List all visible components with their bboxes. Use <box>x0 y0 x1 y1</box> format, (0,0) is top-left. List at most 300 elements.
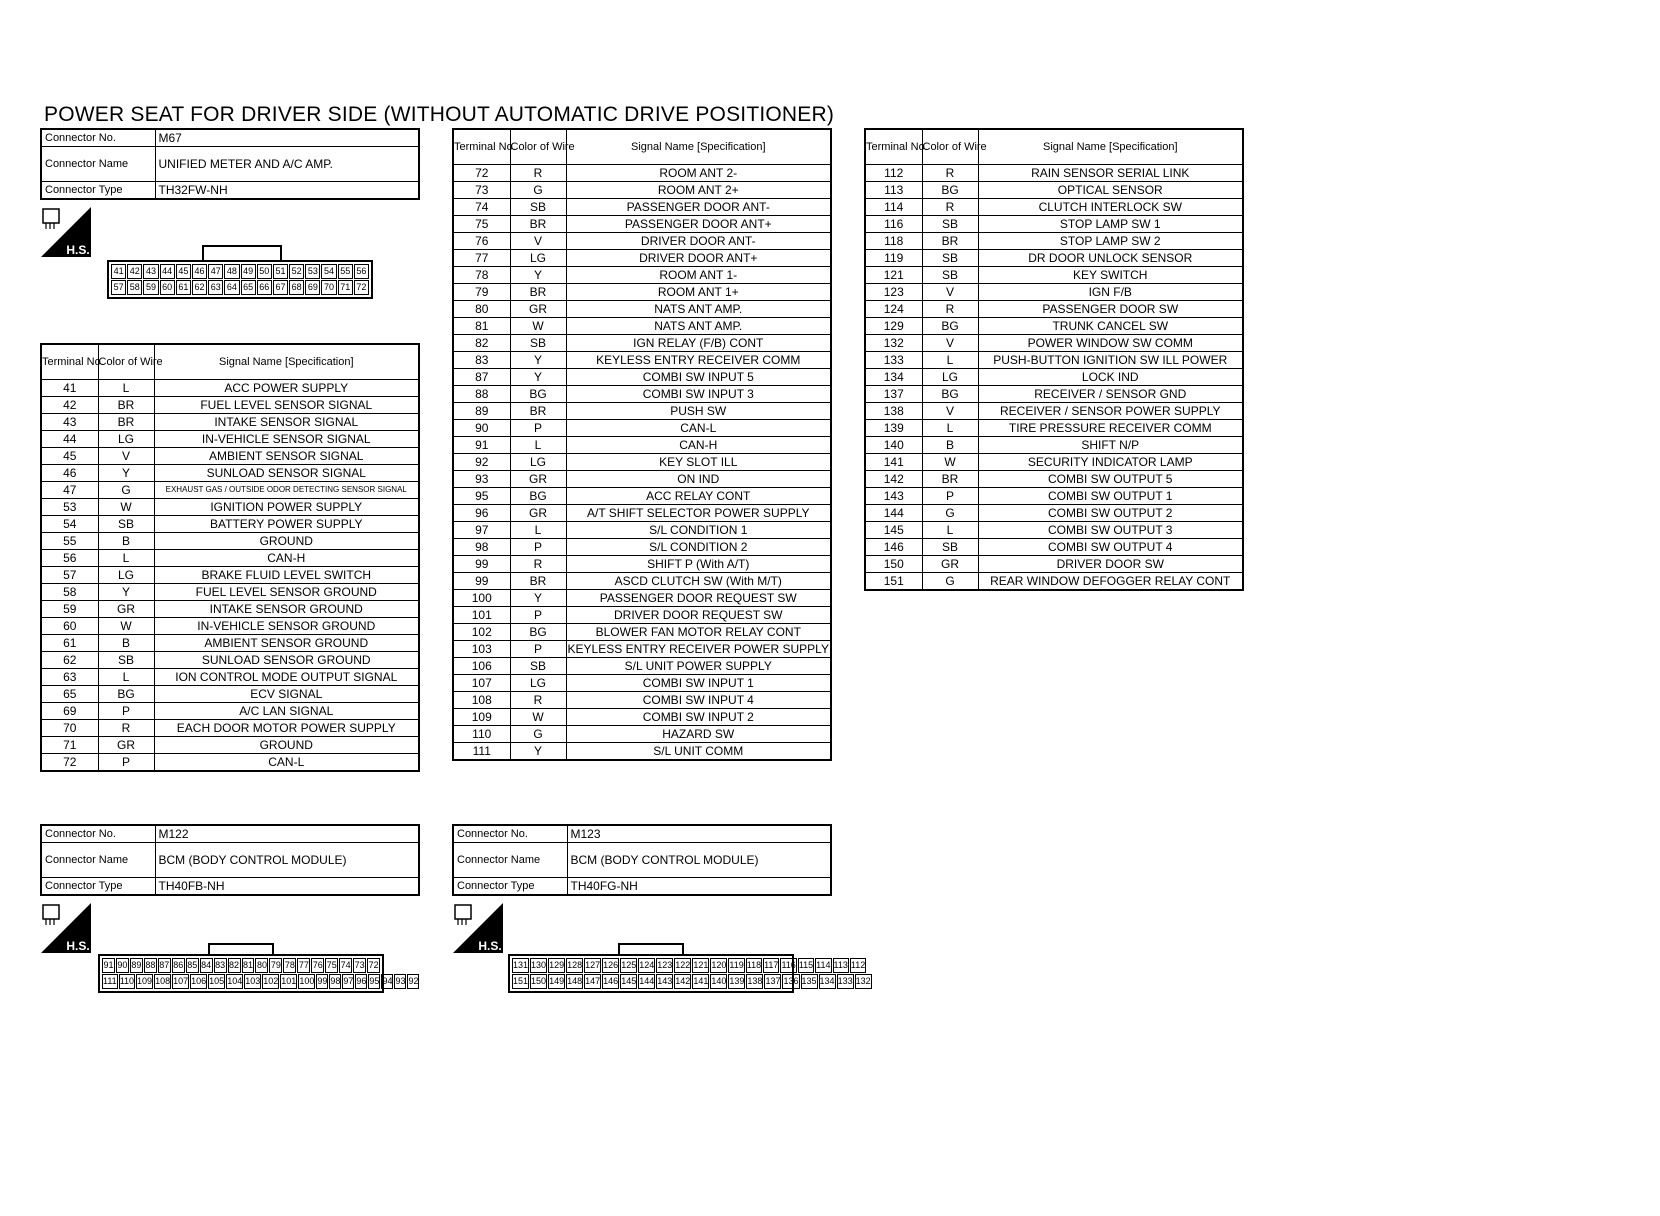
signal-name-cell: PUSH-BUTTON IGNITION SW ILL POWER <box>978 352 1243 369</box>
wire-color-cell: V <box>98 448 154 465</box>
signal-name-cell: DRIVER DOOR SW <box>978 556 1243 573</box>
signal-name-cell: COMBI SW INPUT 1 <box>566 675 831 692</box>
wire-color-cell: BR <box>922 233 978 250</box>
terminal-no-cell: 87 <box>453 369 510 386</box>
connector-pin: 111 <box>102 974 118 989</box>
connector-pin: 83 <box>214 958 227 973</box>
connector-pin: 107 <box>172 974 189 989</box>
wire-color-cell: GR <box>510 471 566 488</box>
wire-color-cell: R <box>98 720 154 737</box>
wire-color-cell: P <box>922 488 978 505</box>
table-row <box>41 499 419 516</box>
wire-color-cell: W <box>510 318 566 335</box>
wire-color-cell: SB <box>98 516 154 533</box>
terminal-no-cell: 47 <box>41 482 98 499</box>
terminal-no-cell: 53 <box>41 499 98 516</box>
terminal-no-cell: 119 <box>865 250 922 267</box>
terminal-no-cell: 73 <box>453 182 510 199</box>
wire-color-cell: GR <box>510 301 566 318</box>
wire-color-cell: BR <box>98 397 154 414</box>
table-row <box>865 318 1243 335</box>
table-row <box>865 488 1243 505</box>
terminal-no-cell: 99 <box>453 556 510 573</box>
signal-name-cell: ION CONTROL MODE OUTPUT SIGNAL <box>154 669 419 686</box>
signal-name-cell: OPTICAL SENSOR <box>978 182 1243 199</box>
table-row <box>453 726 831 743</box>
connector-pin: 100 <box>298 974 315 989</box>
table-row <box>865 216 1243 233</box>
table-row <box>453 233 831 250</box>
wire-color-cell: R <box>510 556 566 573</box>
signal-name-cell: SHIFT P (With A/T) <box>566 556 831 573</box>
terminal-no-cell: 46 <box>41 465 98 482</box>
wire-color-cell: Y <box>98 465 154 482</box>
signal-name-cell: PASSENGER DOOR SW <box>978 301 1243 318</box>
wire-color-cell: BG <box>98 686 154 703</box>
terminal-no-cell: 143 <box>865 488 922 505</box>
signal-name-cell: STOP LAMP SW 1 <box>978 216 1243 233</box>
terminal-no-cell: 100 <box>453 590 510 607</box>
signal-name-header: Signal Name [Specification] <box>978 129 1243 165</box>
connector-pin: 82 <box>228 958 241 973</box>
wire-color-cell: P <box>510 641 566 658</box>
terminal-no-cell: 109 <box>453 709 510 726</box>
table-row <box>865 539 1243 556</box>
terminal-table-m123 <box>864 128 1244 591</box>
connector-no-label: Connector No. <box>453 825 567 843</box>
terminal-no-cell: 139 <box>865 420 922 437</box>
table-row <box>453 658 831 675</box>
wire-color-cell: P <box>98 754 154 772</box>
hs-badge-text: H.S. <box>66 243 90 257</box>
wire-color-cell: G <box>510 726 566 743</box>
terminal-no-cell: 110 <box>453 726 510 743</box>
wire-color-cell: GR <box>98 601 154 618</box>
wire-color-cell: L <box>98 669 154 686</box>
connector-pin: 70 <box>321 280 336 295</box>
terminal-no-cell: 107 <box>453 675 510 692</box>
wire-color-cell: V <box>922 284 978 301</box>
terminal-no-cell: 102 <box>453 624 510 641</box>
wire-color-cell: BR <box>922 471 978 488</box>
signal-name-cell: GROUND <box>154 737 419 754</box>
pin-grid <box>508 954 871 993</box>
connector-pin: 85 <box>186 958 199 973</box>
connector-pin: 60 <box>160 280 175 295</box>
signal-name-cell: BRAKE FLUID LEVEL SWITCH <box>154 567 419 584</box>
connector-pin: 88 <box>144 958 157 973</box>
signal-name-cell: INTAKE SENSOR GROUND <box>154 601 419 618</box>
connector-pin: 92 <box>407 974 419 989</box>
wire-color-cell: L <box>98 380 154 397</box>
wire-color-cell: Y <box>510 267 566 284</box>
signal-name-cell: COMBI SW INPUT 5 <box>566 369 831 386</box>
connector-pin: 51 <box>273 264 288 279</box>
signal-name-cell: IGN F/B <box>978 284 1243 301</box>
wire-color-cell: W <box>510 709 566 726</box>
wire-color-cell: R <box>922 199 978 216</box>
connector-pin: 80 <box>255 958 268 973</box>
connector-pin: 99 <box>316 974 328 989</box>
terminal-no-cell: 69 <box>41 703 98 720</box>
terminal-no-cell: 55 <box>41 533 98 550</box>
terminal-no-cell: 83 <box>453 352 510 369</box>
signal-name-cell: INTAKE SENSOR SIGNAL <box>154 414 419 431</box>
signal-name-cell: IGNITION POWER SUPPLY <box>154 499 419 516</box>
table-row <box>453 301 831 318</box>
terminal-no-cell: 140 <box>865 437 922 454</box>
wire-color-cell: R <box>922 165 978 182</box>
connector-pin: 67 <box>273 280 288 295</box>
signal-name-cell: ASCD CLUTCH SW (With M/T) <box>566 573 831 590</box>
terminal-no-cell: 82 <box>453 335 510 352</box>
table-row <box>453 454 831 471</box>
wire-color-cell: BG <box>922 386 978 403</box>
table-row <box>865 454 1243 471</box>
connector-pin: 109 <box>136 974 153 989</box>
table-row <box>865 471 1243 488</box>
wire-color-cell: BR <box>98 414 154 431</box>
table-row <box>453 556 831 573</box>
signal-name-cell: CAN-L <box>154 754 419 772</box>
connector-name-value: UNIFIED METER AND A/C AMP. <box>155 147 419 182</box>
signal-name-cell: A/T SHIFT SELECTOR POWER SUPPLY <box>566 505 831 522</box>
table-row <box>865 267 1243 284</box>
wire-color-cell: Y <box>510 352 566 369</box>
terminal-no-cell: 89 <box>453 403 510 420</box>
table-row <box>453 471 831 488</box>
connector-pin: 130 <box>530 958 547 973</box>
connector-pin: 113 <box>833 958 849 973</box>
signal-name-cell: IGN RELAY (F/B) CONT <box>566 335 831 352</box>
table-row <box>453 199 831 216</box>
page-title: POWER SEAT FOR DRIVER SIDE (WITHOUT AUTOMATIC DRIVE POSITIONER) <box>44 103 835 126</box>
connector-pin: 141 <box>692 974 709 989</box>
terminal-no-cell: 57 <box>41 567 98 584</box>
table-row <box>41 482 419 499</box>
table-row <box>41 448 419 465</box>
connector-pin: 116 <box>780 958 796 973</box>
connector-name-label: Connector Name <box>41 147 155 182</box>
connector-pin: 102 <box>262 974 279 989</box>
signal-name-cell: EXHAUST GAS / OUTSIDE ODOR DETECTING SENSOR SIGNAL <box>154 482 419 499</box>
table-row <box>41 533 419 550</box>
wire-color-cell: L <box>922 420 978 437</box>
wire-color-cell: SB <box>922 267 978 284</box>
terminal-no-cell: 80 <box>453 301 510 318</box>
signal-name-cell: COMBI SW OUTPUT 4 <box>978 539 1243 556</box>
connector-pin: 110 <box>119 974 135 989</box>
connector-pin: 151 <box>512 974 529 989</box>
connector-pin: 71 <box>338 280 353 295</box>
connector-pin: 78 <box>283 958 296 973</box>
signal-name-cell: AMBIENT SENSOR GROUND <box>154 635 419 652</box>
terminal-no-header: Terminal No. <box>41 344 98 380</box>
table-row <box>865 522 1243 539</box>
wire-color-cell: BG <box>510 624 566 641</box>
terminal-no-cell: 76 <box>453 233 510 250</box>
wire-color-cell: L <box>510 437 566 454</box>
signal-name-cell: PASSENGER DOOR REQUEST SW <box>566 590 831 607</box>
terminal-no-cell: 44 <box>41 431 98 448</box>
connector-info-m122 <box>40 824 420 896</box>
connector-pin: 42 <box>127 264 142 279</box>
table-row <box>41 380 419 397</box>
connector-pin: 132 <box>855 974 872 989</box>
terminal-no-cell: 95 <box>453 488 510 505</box>
signal-name-cell: A/C LAN SIGNAL <box>154 703 419 720</box>
terminal-no-cell: 112 <box>865 165 922 182</box>
connector-pin: 45 <box>176 264 191 279</box>
signal-name-cell: ACC RELAY CONT <box>566 488 831 505</box>
wire-color-cell: V <box>922 403 978 420</box>
table-row <box>41 669 419 686</box>
color-of-wire-header: Color of Wire <box>922 129 978 165</box>
wire-color-cell: P <box>510 607 566 624</box>
wire-color-cell: P <box>98 703 154 720</box>
wire-color-cell: Y <box>510 369 566 386</box>
wire-color-cell: B <box>98 533 154 550</box>
connector-info-m123 <box>452 824 832 896</box>
table-row <box>41 703 419 720</box>
terminal-no-cell: 114 <box>865 199 922 216</box>
signal-name-cell: ON IND <box>566 471 831 488</box>
wire-color-cell: L <box>98 550 154 567</box>
table-row <box>453 369 831 386</box>
connector-pin: 89 <box>130 958 143 973</box>
connector-pin: 147 <box>584 974 601 989</box>
wire-color-cell: R <box>922 301 978 318</box>
connector-pin: 103 <box>244 974 261 989</box>
wire-color-cell: Y <box>510 590 566 607</box>
signal-name-cell: DRIVER DOOR ANT- <box>566 233 831 250</box>
connector-pin: 121 <box>692 958 709 973</box>
wire-color-cell: V <box>510 233 566 250</box>
connector-pin: 43 <box>143 264 158 279</box>
terminal-no-cell: 90 <box>453 420 510 437</box>
signal-name-cell: PASSENGER DOOR ANT+ <box>566 216 831 233</box>
signal-name-cell: HAZARD SW <box>566 726 831 743</box>
connector-pin: 76 <box>311 958 324 973</box>
wire-color-cell: LG <box>510 250 566 267</box>
signal-name-cell: S/L CONDITION 1 <box>566 522 831 539</box>
table-row <box>865 250 1243 267</box>
wire-color-cell: BG <box>922 318 978 335</box>
table-row <box>865 335 1243 352</box>
connector-pin: 54 <box>321 264 336 279</box>
connector-pin: 115 <box>798 958 814 973</box>
connector-pin: 87 <box>158 958 171 973</box>
wire-color-cell: G <box>922 573 978 591</box>
connector-info-m67 <box>40 128 420 200</box>
table-row <box>453 488 831 505</box>
connector-pin: 74 <box>339 958 352 973</box>
signal-name-cell: NATS ANT AMP. <box>566 318 831 335</box>
connector-pin: 136 <box>782 974 799 989</box>
terminal-no-cell: 99 <box>453 573 510 590</box>
connector-name-label: Connector Name <box>453 843 567 878</box>
connector-pin: 126 <box>602 958 619 973</box>
signal-name-cell: FUEL LEVEL SENSOR GROUND <box>154 584 419 601</box>
terminal-no-cell: 54 <box>41 516 98 533</box>
connector-pin: 72 <box>367 958 380 973</box>
terminal-no-cell: 91 <box>453 437 510 454</box>
connector-pin: 86 <box>172 958 185 973</box>
table-row <box>41 397 419 414</box>
terminal-no-cell: 150 <box>865 556 922 573</box>
table-row <box>453 335 831 352</box>
signal-name-cell: PUSH SW <box>566 403 831 420</box>
signal-name-cell: RAIN SENSOR SERIAL LINK <box>978 165 1243 182</box>
terminal-no-cell: 142 <box>865 471 922 488</box>
wire-color-cell: P <box>510 420 566 437</box>
signal-name-cell: COMBI SW OUTPUT 2 <box>978 505 1243 522</box>
signal-name-cell: RECEIVER / SENSOR POWER SUPPLY <box>978 403 1243 420</box>
connector-pin: 84 <box>200 958 213 973</box>
signal-name-cell: LOCK IND <box>978 369 1243 386</box>
wire-color-cell: BR <box>510 284 566 301</box>
table-row <box>453 165 831 182</box>
connector-no-value: M67 <box>155 129 419 147</box>
wire-color-cell: R <box>510 165 566 182</box>
connector-pin: 98 <box>329 974 341 989</box>
connector-name-value: BCM (BODY CONTROL MODULE) <box>155 843 419 878</box>
connector-pin: 97 <box>342 974 354 989</box>
connector-pin: 117 <box>763 958 779 973</box>
connector-pin: 104 <box>226 974 243 989</box>
terminal-no-cell: 101 <box>453 607 510 624</box>
connector-pin: 63 <box>208 280 223 295</box>
wire-color-cell: LG <box>922 369 978 386</box>
table-row <box>865 437 1243 454</box>
terminal-no-cell: 133 <box>865 352 922 369</box>
table-row <box>865 505 1243 522</box>
signal-name-cell: AMBIENT SENSOR SIGNAL <box>154 448 419 465</box>
connector-pin: 47 <box>208 264 223 279</box>
hs-connector-icon <box>453 903 503 953</box>
signal-name-cell: ROOM ANT 2+ <box>566 182 831 199</box>
terminal-table-m122 <box>452 128 832 761</box>
connector-name-label: Connector Name <box>41 843 155 878</box>
connector-pin: 150 <box>530 974 547 989</box>
wire-color-cell: SB <box>98 652 154 669</box>
hs-badge-text: H.S. <box>478 939 502 953</box>
signal-name-cell: ROOM ANT 1- <box>566 267 831 284</box>
connector-pin: 128 <box>566 958 583 973</box>
terminal-no-cell: 42 <box>41 397 98 414</box>
table-row <box>41 465 419 482</box>
terminal-no-cell: 129 <box>865 318 922 335</box>
wire-color-cell: L <box>922 352 978 369</box>
connector-pin: 118 <box>746 958 762 973</box>
signal-name-cell: SECURITY INDICATOR LAMP <box>978 454 1243 471</box>
signal-name-cell: DRIVER DOOR REQUEST SW <box>566 607 831 624</box>
connector-type-value: TH40FG-NH <box>567 878 831 896</box>
connector-no-label: Connector No. <box>41 129 155 147</box>
connector-pin: 94 <box>381 974 393 989</box>
wire-color-cell: G <box>922 505 978 522</box>
table-row <box>41 635 419 652</box>
wire-color-cell: LG <box>98 431 154 448</box>
terminal-no-cell: 108 <box>453 692 510 709</box>
terminal-no-cell: 106 <box>453 658 510 675</box>
connector-pin: 77 <box>297 958 310 973</box>
wire-color-cell: GR <box>510 505 566 522</box>
table-row <box>453 539 831 556</box>
connector-pin: 105 <box>208 974 225 989</box>
signal-name-cell: S/L UNIT COMM <box>566 743 831 761</box>
wire-color-cell: BR <box>510 216 566 233</box>
table-row <box>453 573 831 590</box>
terminal-no-cell: 75 <box>453 216 510 233</box>
hs-connector-icon <box>41 903 91 953</box>
connector-pin: 90 <box>116 958 129 973</box>
terminal-no-cell: 97 <box>453 522 510 539</box>
connector-pin: 139 <box>728 974 745 989</box>
table-row <box>453 318 831 335</box>
connector-pin: 46 <box>192 264 207 279</box>
table-row <box>41 754 419 772</box>
table-row <box>865 233 1243 250</box>
terminal-no-cell: 72 <box>41 754 98 772</box>
signal-name-cell: REAR WINDOW DEFOGGER RELAY CONT <box>978 573 1243 591</box>
table-row <box>865 301 1243 318</box>
connector-pin: 91 <box>102 958 115 973</box>
connector-pin: 148 <box>566 974 583 989</box>
table-row <box>453 641 831 658</box>
connector-pin: 79 <box>269 958 282 973</box>
table-row <box>41 720 419 737</box>
connector-face-m122 <box>98 943 419 993</box>
wire-color-cell: G <box>98 482 154 499</box>
terminal-no-cell: 74 <box>453 199 510 216</box>
connector-pin: 134 <box>819 974 836 989</box>
signal-name-cell: ACC POWER SUPPLY <box>154 380 419 397</box>
terminal-no-cell: 141 <box>865 454 922 471</box>
wire-color-cell: R <box>510 692 566 709</box>
hs-badge-text: H.S. <box>66 939 90 953</box>
table-row <box>453 267 831 284</box>
table-row <box>41 414 419 431</box>
terminal-no-cell: 113 <box>865 182 922 199</box>
table-row <box>41 516 419 533</box>
signal-name-cell: S/L UNIT POWER SUPPLY <box>566 658 831 675</box>
connector-pin: 66 <box>257 280 272 295</box>
signal-name-cell: STOP LAMP SW 2 <box>978 233 1243 250</box>
table-row <box>453 505 831 522</box>
connector-pin: 127 <box>584 958 601 973</box>
table-row <box>865 284 1243 301</box>
terminal-no-cell: 88 <box>453 386 510 403</box>
connector-face-m67 <box>107 245 373 299</box>
pin-grid <box>107 260 373 299</box>
terminal-no-cell: 63 <box>41 669 98 686</box>
wire-color-cell: BG <box>510 386 566 403</box>
connector-pin: 55 <box>338 264 353 279</box>
table-row <box>453 522 831 539</box>
wire-color-cell: BG <box>510 488 566 505</box>
connector-pin: 133 <box>837 974 854 989</box>
table-row <box>41 686 419 703</box>
wire-color-cell: LG <box>510 675 566 692</box>
table-row <box>453 692 831 709</box>
terminal-no-cell: 41 <box>41 380 98 397</box>
wire-color-cell: SB <box>510 199 566 216</box>
connector-type-value: TH40FB-NH <box>155 878 419 896</box>
wire-color-cell: BR <box>510 573 566 590</box>
signal-name-cell: COMBI SW INPUT 2 <box>566 709 831 726</box>
terminal-no-cell: 118 <box>865 233 922 250</box>
